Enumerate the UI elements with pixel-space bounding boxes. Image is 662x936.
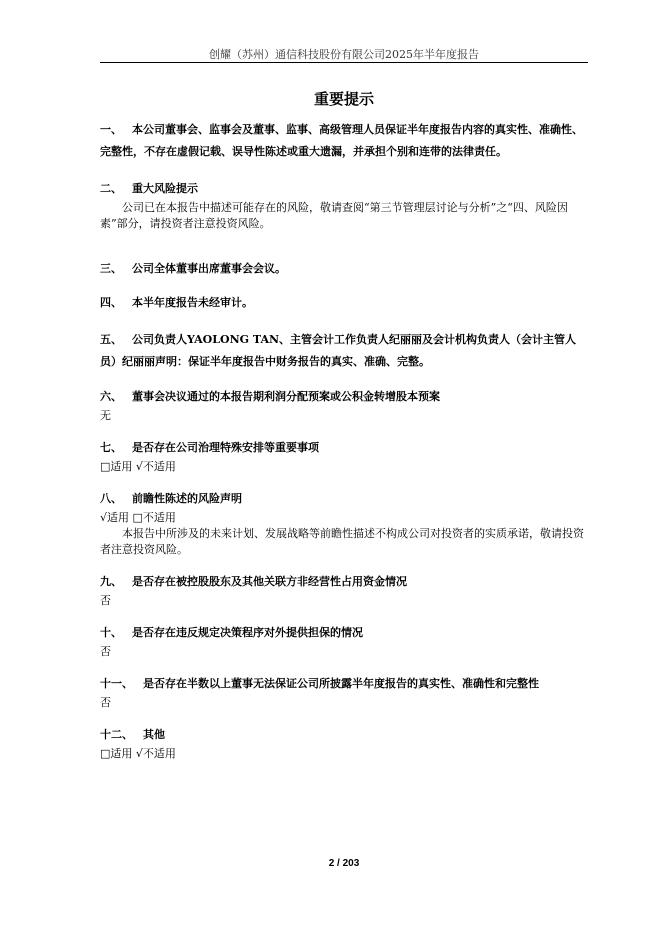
section-number: 一、	[100, 123, 122, 136]
section-7	[100, 437, 590, 475]
section-body: 否	[100, 696, 111, 709]
section-heading	[100, 437, 590, 459]
section-text: 本半年度报告未经审计。	[132, 296, 253, 309]
applicability-checkbox: □适用 √不适用	[100, 747, 176, 760]
section-text: 公司全体董事出席董事会会议。	[132, 262, 286, 275]
section-heading	[100, 724, 590, 746]
section-body: 本报告中所涉及的未来计划、发展战略等前瞻性描述不构成公司对投资者的实质承诺，敬请投资者注意投资风险。	[100, 527, 584, 556]
section-heading	[100, 329, 590, 373]
section-text: 公司负责人YAOLONG TAN、主管会计工作负责人纪丽丽及会计机构负责人（会计主管人员）纪丽丽声明：保证半年度报告中财务报告的真实、准确、完整。	[100, 333, 577, 368]
section-heading	[100, 622, 590, 644]
section-heading	[100, 488, 590, 510]
page-header: 创耀（苏州）通信科技股份有限公司2025年半年度报告	[209, 48, 479, 61]
section-number: 九、	[100, 575, 122, 588]
section-text: 前瞻性陈述的风险声明	[132, 492, 242, 505]
section-body: 公司已在本报告中描述可能存在的风险，敬请查阅“第三节管理层讨论与分析”之“四、风险因素”部分，请投资者注意投资风险。	[100, 201, 568, 230]
section-number: 十一、	[100, 677, 133, 690]
section-2	[100, 178, 590, 232]
section-5	[100, 329, 590, 373]
section-10	[100, 622, 590, 660]
section-12	[100, 724, 590, 762]
applicability-checkbox: √适用 □不适用	[100, 511, 176, 524]
section-11	[100, 673, 590, 711]
section-4	[100, 292, 590, 314]
page-title: 重要提示	[313, 90, 374, 108]
section-number: 四、	[100, 296, 122, 309]
section-heading	[100, 673, 590, 695]
section-9	[100, 571, 590, 609]
section-3	[100, 258, 590, 280]
section-heading	[100, 292, 590, 314]
section-heading	[100, 258, 590, 280]
section-number: 七、	[100, 441, 122, 454]
section-number: 十、	[100, 626, 122, 639]
section-heading	[100, 571, 590, 593]
section-body: 无	[100, 409, 111, 422]
section-text: 是否存在被控股股东及其他关联方非经营性占用资金情况	[132, 575, 407, 588]
section-text: 董事会决议通过的本报告期利润分配预案或公积金转增股本预案	[132, 390, 440, 403]
section-text: 本公司董事会、监事会及董事、监事、高级管理人员保证半年度报告内容的真实性、准确性、完整性，不存在虚假记载、误导性陈述或重大遗漏，并承担个别和连带的法律责任。	[100, 123, 583, 158]
section-8	[100, 488, 590, 558]
section-text: 是否存在违反规定决策程序对外提供担保的情况	[132, 626, 363, 639]
section-6	[100, 386, 590, 424]
section-text: 是否存在半数以上董事无法保证公司所披露半年度报告的真实性、准确性和完整性	[143, 677, 539, 690]
section-number: 三、	[100, 262, 122, 275]
header-rule	[100, 62, 588, 63]
section-heading	[100, 178, 590, 200]
section-heading	[100, 386, 590, 408]
section-text: 重大风险提示	[132, 182, 198, 195]
section-heading	[100, 119, 590, 163]
section-number: 八、	[100, 492, 122, 505]
page-number: 2 / 203	[328, 858, 360, 869]
section-body: 否	[100, 594, 111, 607]
section-number: 二、	[100, 182, 122, 195]
section-number: 五、	[100, 333, 122, 346]
section-text: 是否存在公司治理特殊安排等重要事项	[132, 441, 319, 454]
section-number: 六、	[100, 390, 122, 403]
section-text: 其他	[143, 728, 165, 741]
applicability-checkbox: □适用 √不适用	[100, 460, 176, 473]
section-1	[100, 119, 590, 163]
section-body: 否	[100, 645, 111, 658]
section-number: 十二、	[100, 728, 133, 741]
